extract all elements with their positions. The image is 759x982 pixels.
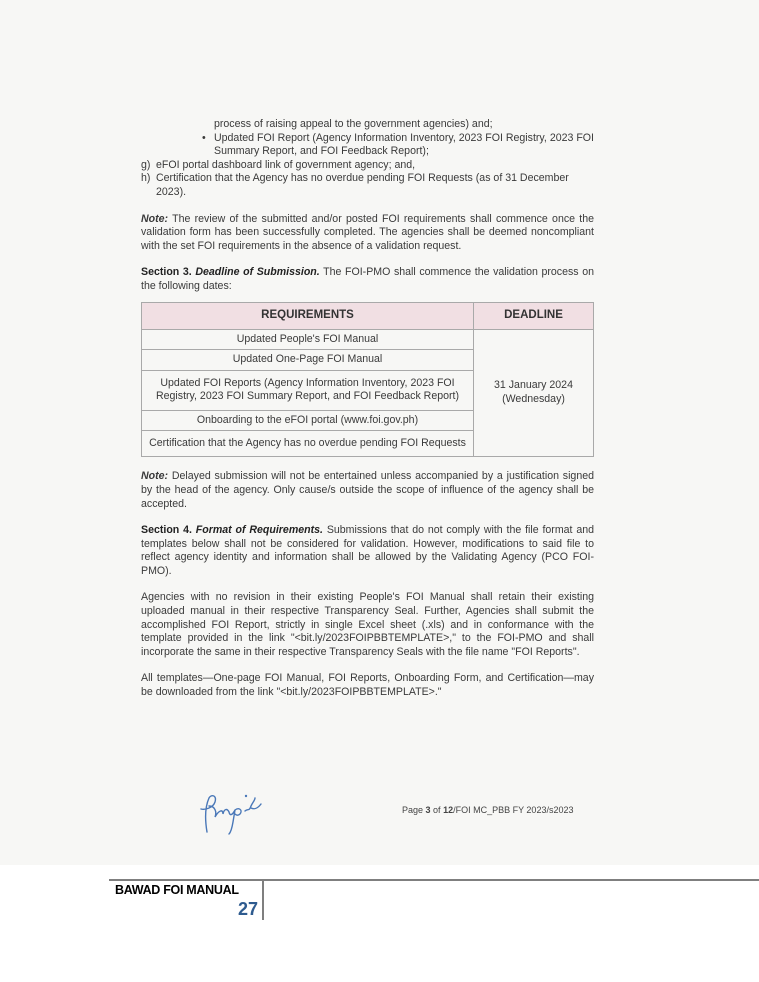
- table-header-row: [142, 302, 594, 329]
- templates-paragraph: All templates—One-page FOI Manual, FOI Reports, Onboarding Form, and Certification—may be downloaded from the link "<bit.ly/2023FOIPBBTEMPLATE>.": [141, 672, 594, 699]
- deadline-day: (Wednesday): [502, 392, 565, 405]
- section-3-paragraph: [141, 266, 594, 293]
- page-ref-mid: of: [430, 805, 444, 815]
- list-item: [141, 159, 594, 173]
- requirement-cell: Onboarding to the eFOI portal (www.foi.gov.ph): [142, 410, 474, 431]
- section-text: Submissions that do not comply with the file format and templates below shall not be considered for validation. However, modifications to said file to reflect agency identity and information shall be allowed by the Validating Agency (PCO FOI-PMO).: [141, 524, 594, 577]
- note-label: Note:: [141, 470, 169, 483]
- footer-rule: [109, 879, 759, 881]
- section-text: The FOI-PMO shall commence the validation process on the following dates:: [141, 266, 594, 292]
- page-ref-prefix: Page: [402, 805, 426, 815]
- list-item: [141, 172, 594, 199]
- list-item-text: Certification that the Agency has no overdue pending FOI Requests (as of 31 December 2023).: [156, 172, 569, 198]
- note-text: Delayed submission will not be entertained unless accompanied by a justification signed by the head of the agency. Only cause/s outside the scope of influence of the agency shall be accepted.: [141, 470, 594, 510]
- deadline-table: [141, 302, 594, 458]
- page-reference: [402, 805, 573, 815]
- requirements-header: REQUIREMENTS: [142, 302, 474, 329]
- deadline-header: DEADLINE: [474, 302, 594, 329]
- note-paragraph: [141, 213, 594, 254]
- agencies-paragraph: Agencies with no revision in their existing People's FOI Manual shall retain their existing uploaded manual in their respective Transparency Seal. Further, Agencies shall submit the accomplished FOI Report, strictly in single Excel sheet (.xls) and in conformance with the template provided in the link "<bit.ly/2023FOIPBBTEMPLATE>," to the FOI-PMO and shall incorporate the same in their respective Transparency Seals with the file name "FOI Reports".: [141, 591, 594, 658]
- note-label: Note:: [141, 212, 169, 225]
- page-ref-suffix: /FOI MC_PBB FY 2023/s2023: [453, 805, 574, 815]
- bullet-continuation: process of raising appeal to the government agencies) and;: [214, 118, 493, 130]
- footer-page-number: 27: [237, 899, 258, 919]
- page-ref-current: 3: [425, 805, 431, 815]
- section-4-paragraph: [141, 524, 594, 578]
- requirement-cell: Updated One-Page FOI Manual: [142, 350, 474, 371]
- section-title: Format of Requirements.: [195, 524, 323, 537]
- lettered-list: [141, 159, 594, 200]
- requirement-cell: Updated People's FOI Manual: [142, 329, 474, 350]
- table-row: [142, 329, 594, 350]
- requirement-cell: Certification that the Agency has no overdue pending FOI Requests: [142, 431, 474, 457]
- deadline-cell: [474, 329, 594, 457]
- list-item-text: eFOI portal dashboard link of government agency; and,: [156, 158, 416, 171]
- requirement-cell: Updated FOI Reports (Agency Information Inventory, 2023 FOI Registry, 2023 FOI Summary Report, and FOI Feedback Report): [142, 370, 474, 410]
- list-item-label: g): [141, 158, 151, 171]
- footer-title: BAWAD FOI MANUAL: [115, 883, 239, 897]
- section-number: Section 4.: [141, 524, 192, 537]
- note-text: The review of the submitted and/or posted FOI requirements shall commence once the validation form has been successfully completed. The agencies shall be deemed noncompliant with the set FOI requirements in the absence of a validation request.: [141, 212, 594, 252]
- bullet-item: • Updated FOI Report (Agency Information Inventory, 2023 FOI Registry, 2023 FOI Summary Report, and FOI Feedback Report);: [214, 132, 594, 159]
- footer-divider: [262, 881, 264, 920]
- section-title: Deadline of Submission.: [195, 266, 320, 279]
- document-body: [141, 118, 594, 700]
- page-ref-total: 12: [443, 805, 454, 815]
- deadline-date: 31 January 2024: [494, 379, 573, 392]
- list-item-label: h): [141, 172, 151, 185]
- bullet-list: [141, 132, 594, 159]
- section-number: Section 3.: [141, 266, 192, 279]
- signature-image: [193, 792, 283, 837]
- note-paragraph: [141, 470, 594, 511]
